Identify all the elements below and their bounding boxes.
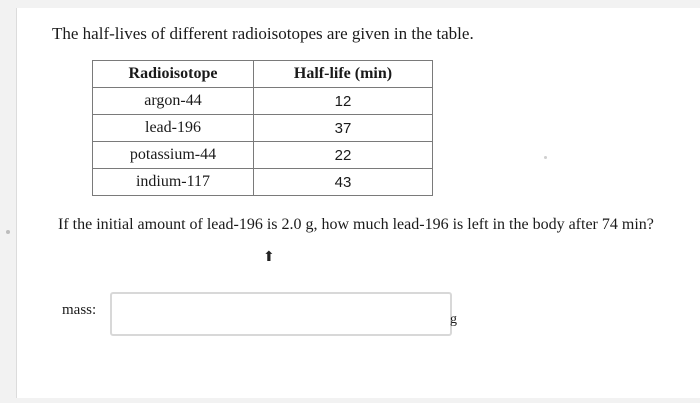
table-row — [93, 115, 433, 142]
table-row — [93, 88, 433, 115]
scroll-marker — [6, 230, 10, 234]
half-life-cell: 12 — [254, 88, 433, 115]
decorative-dot — [544, 156, 547, 159]
mouse-cursor-icon: ⬆ — [263, 249, 275, 265]
table-header-row — [93, 61, 433, 88]
isotope-cell: potassium-44 — [93, 142, 254, 169]
isotope-cell: indium-117 — [93, 169, 254, 196]
half-life-cell: 22 — [254, 142, 433, 169]
table-row — [93, 142, 433, 169]
half-life-cell: 43 — [254, 169, 433, 196]
half-life-cell: 37 — [254, 115, 433, 142]
mass-input[interactable] — [110, 292, 452, 336]
question-text: If the initial amount of lead-196 is 2.0 g, how much lead-196 is left in the body after 74 min? — [58, 216, 654, 233]
header-radioisotope: Radioisotope — [93, 61, 254, 88]
isotope-cell: argon-44 — [93, 88, 254, 115]
unit-label: g — [450, 312, 457, 327]
header-half-life: Half-life (min) — [254, 61, 433, 88]
intro-text: The half-lives of different radioisotopes are given in the table. — [52, 24, 474, 43]
isotope-cell: lead-196 — [93, 115, 254, 142]
mass-label: mass: — [62, 302, 97, 318]
half-life-table — [92, 60, 433, 196]
table-row — [93, 169, 433, 196]
